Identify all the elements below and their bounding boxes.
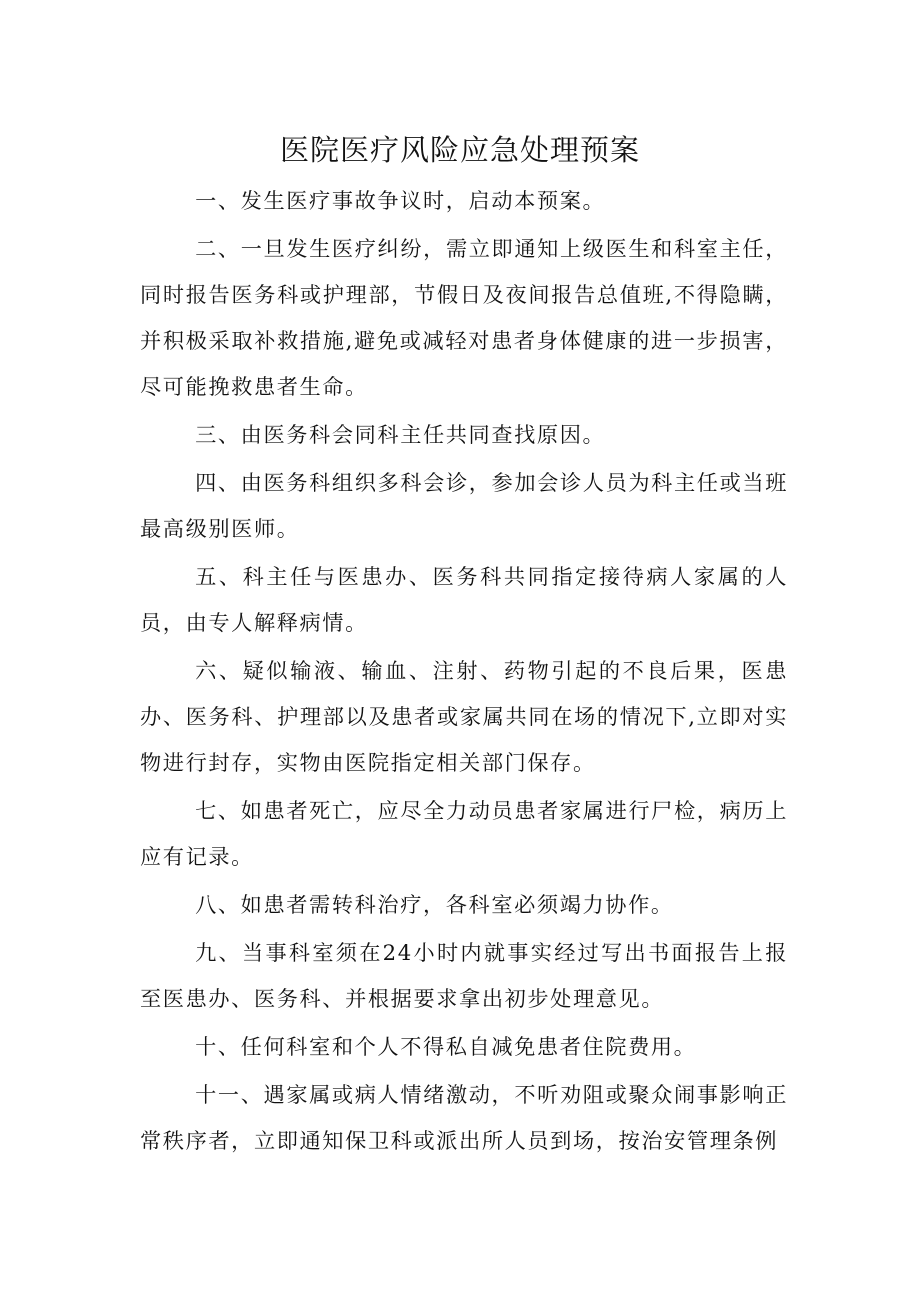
paragraph-5: 五、科主任与医患办、医务科共同指定接待病人家属的人员，由专人解释病情。 xyxy=(140,564,788,635)
document-body xyxy=(140,178,788,1166)
paragraph-2: 二、一旦发生医疗纠纷，需立即通知上级医生和科室主任，同时报告医务科或护理部，节假日及夜间报告总值班,不得隐瞒，并积极采取补救措施,避免或减轻对患者身体健康的进一步损害，尽可能挽救患者生命。 xyxy=(140,236,788,399)
document-title: 医院医疗风险应急处理预案 xyxy=(279,133,640,167)
paragraph-1: 一、发生医疗事故争议时，启动本预案。 xyxy=(195,188,606,213)
paragraph-7: 七、如患者死亡，应尽全力动员患者家属进行尸检，病历上应有记录。 xyxy=(140,798,788,869)
paragraph-9: 九、当事科室须在24小时内就事实经过写出书面报告上报至医患办、医务科、并根据要求拿出初步处理意见。 xyxy=(140,940,788,1011)
paragraph-10: 十、任何科室和个人不得私自减免患者住院费用。 xyxy=(195,1034,697,1059)
paragraph-11: 十一、遇家属或病人情绪激动，不听劝阻或聚众闹事影响正常秩序者，立即通知保卫科或派出所人员到场，按治安管理条例 xyxy=(140,1082,788,1153)
paragraph-6: 六、疑似输液、输血、注射、药物引起的不良后果，医患办、医务科、护理部以及患者或家属共同在场的情况下,立即对实物进行封存，实物由医院指定相关部门保存。 xyxy=(140,658,788,775)
paragraph-4: 四、由医务科组织多科会诊，参加会诊人员为科主任或当班最高级别医师。 xyxy=(140,470,788,541)
paragraph-3: 三、由医务科会同科主任共同查找原因。 xyxy=(195,422,606,447)
paragraph-8: 八、如患者需转科治疗，各科室必须竭力协作。 xyxy=(195,892,674,917)
